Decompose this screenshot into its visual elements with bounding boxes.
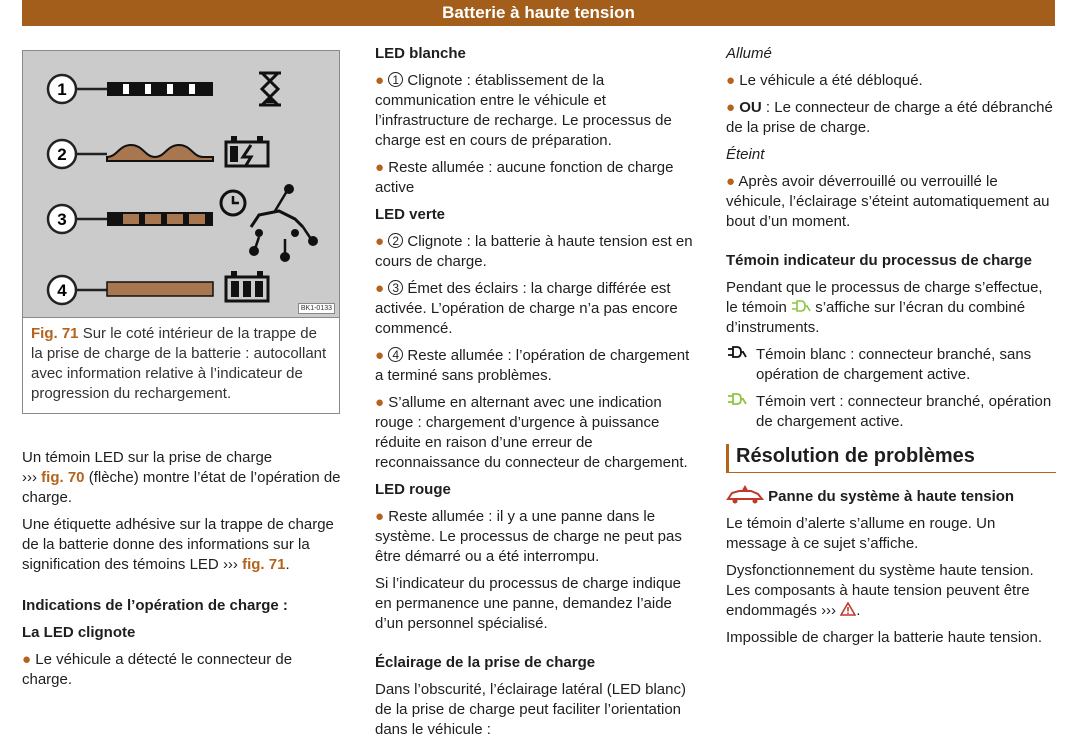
marker-1: 1 — [57, 80, 67, 99]
plug-green-icon — [791, 299, 811, 313]
bullet-allume-1: ● Le véhicule a été débloqué. — [726, 72, 923, 89]
bullet-blanche-1: ● 1 Clignote : établissement de la communication entre le véhicule et l’infrastructure de recharge. Le processus de charge est en cours de préparation. — [375, 72, 672, 149]
column-middle — [375, 44, 700, 747]
plug-icon — [726, 345, 748, 359]
ref-arrow-icon: ››› — [222, 556, 238, 573]
row-2 — [48, 136, 268, 168]
heading-indications: Indications de l’opération de charge : — [22, 597, 288, 614]
marker-1-icon: 1 — [388, 72, 403, 87]
hourglass-icon — [259, 73, 281, 105]
link-fig-71[interactable]: fig. 71 — [242, 556, 286, 573]
page-header — [22, 0, 1055, 26]
page-title: Batterie à haute tension — [442, 3, 635, 22]
figure-image — [23, 51, 339, 318]
figure-caption-text: Sur le coté intérieur de la trappe de la prise de charge de la batterie : autocollant avec information relative à l’indicateur de progression du rechargement. — [31, 325, 327, 402]
bullet-dot: ● — [22, 651, 32, 668]
warning-triangle-icon[interactable] — [840, 602, 856, 616]
marker-2: 2 — [57, 145, 67, 164]
marker-3-icon: 3 — [388, 280, 403, 295]
marker-4-icon: 4 — [388, 347, 403, 362]
marker-4: 4 — [57, 281, 67, 300]
heading-temoin: Témoin indicateur du processus de charge — [726, 252, 1032, 269]
paragraph-rouge: Si l’indicateur du processus de charge indique en permanence une panne, demandez l’aide d’un personnel spécialisé. — [375, 575, 682, 632]
row-3 — [48, 184, 318, 262]
section-resolution: Résolution de problèmes — [726, 444, 1056, 473]
battery-full-icon — [226, 271, 268, 301]
heading-led-rouge: LED rouge — [375, 481, 451, 498]
figure-caption — [23, 318, 339, 413]
column-left — [22, 44, 342, 697]
ref-arrow-icon: ››› — [821, 602, 837, 619]
bullet-verte-2: ● 3 Émet des éclairs : la charge différée est activée. L’opération de charge n’a pas encore commencé. — [375, 280, 678, 337]
car-alert-icon — [726, 485, 764, 505]
row-1 — [48, 73, 281, 105]
legend-green: Témoin vert : connecteur branché, opération de chargement active. — [726, 392, 1056, 432]
link-fig-70[interactable]: fig. 70 — [41, 469, 85, 486]
marker-3: 3 — [57, 210, 67, 229]
paragraph-eclairage: Dans l’obscurité, l’éclairage latéral (LED blanc) de la prise de charge peut faciliter l’orientation dans le véhicule : — [375, 681, 686, 738]
legend-white: Témoin blanc : connecteur branché, sans opération de chargement active. — [726, 345, 1056, 385]
bullet-clignote: ● Le véhicule a détecté le connecteur de charge. — [22, 651, 293, 688]
bullet-rouge-1: ● Reste allumée : il y a une panne dans le système. Le processus de charge ne peut pas être démarré ou a été interrompu. — [375, 508, 682, 565]
figure-71 — [22, 50, 340, 414]
heading-led-blanche: LED blanche — [375, 45, 466, 62]
bullet-verte-4: ● S’allume en alternant avec une indication rouge : chargement d’urgence à puissance réduite en raison d’une erreur de reconnaissance du connecteur de chargement. — [375, 394, 688, 471]
heading-panne: Panne du système à haute tension — [726, 485, 1056, 507]
figure-code: BK1-0133 — [298, 303, 335, 314]
paragraph-panne-2: Dysfonctionnement du système haute tension. Les composants à haute tension peuvent être endommagés ››› . — [726, 562, 1034, 619]
bullet-blanche-2: ● Reste allumée : aucune fonction de charge active — [375, 159, 674, 196]
row-4 — [48, 271, 268, 304]
paragraph-panne-1: Le témoin d’alerte s’allume en rouge. Un message à ce sujet s’affiche. — [726, 515, 996, 552]
bullet-allume-2: ● OU : Le connecteur de charge a été débranché de la prise de charge. — [726, 99, 1053, 136]
battery-charging-icon — [226, 136, 268, 167]
marker-2-icon: 2 — [388, 233, 403, 248]
bullet-verte-3: ● 4 Reste allumée : l’opération de chargement a terminé sans problèmes. — [375, 347, 690, 384]
heading-led-verte: LED verte — [375, 206, 446, 223]
heading-eclairage: Éclairage de la prise de charge — [375, 654, 596, 671]
paragraph-sticker: Une étiquette adhésive sur la trappe de charge de la batterie donne des informations sur la signification des témoins LED ››› fig. 71. — [22, 516, 334, 573]
bullet-eteint: ● Après avoir déverrouillé ou verrouillé le véhicule, l’éclairage s’éteint automatiquement au bout d’un moment. — [726, 173, 1050, 230]
plug-green-icon — [726, 392, 748, 406]
label-allume: Allumé — [726, 45, 772, 62]
led-sticker-diagram — [23, 51, 339, 317]
paragraph-temoin: Pendant que le processus de charge s’effectue, le témoin s’affiche sur l’écran du combiné d’instruments. — [726, 279, 1043, 336]
paragraph-panne-3: Impossible de charger la batterie haute tension. — [726, 629, 1043, 646]
ref-arrow-icon: ››› — [22, 469, 37, 486]
timer-car-network-icon — [221, 184, 318, 262]
heading-led-clignote: La LED clignote — [22, 624, 136, 641]
column-right — [726, 44, 1056, 655]
paragraph-led-indicator: Un témoin LED sur la prise de charge ››› fig. 70 (flèche) montre l’état de l’opération de charge. — [22, 449, 341, 506]
figure-label: Fig. 71 — [31, 325, 79, 342]
bullet-verte-1: ● 2 Clignote : la batterie à haute tension est en cours de charge. — [375, 233, 693, 270]
label-eteint: Éteint — [726, 146, 765, 163]
